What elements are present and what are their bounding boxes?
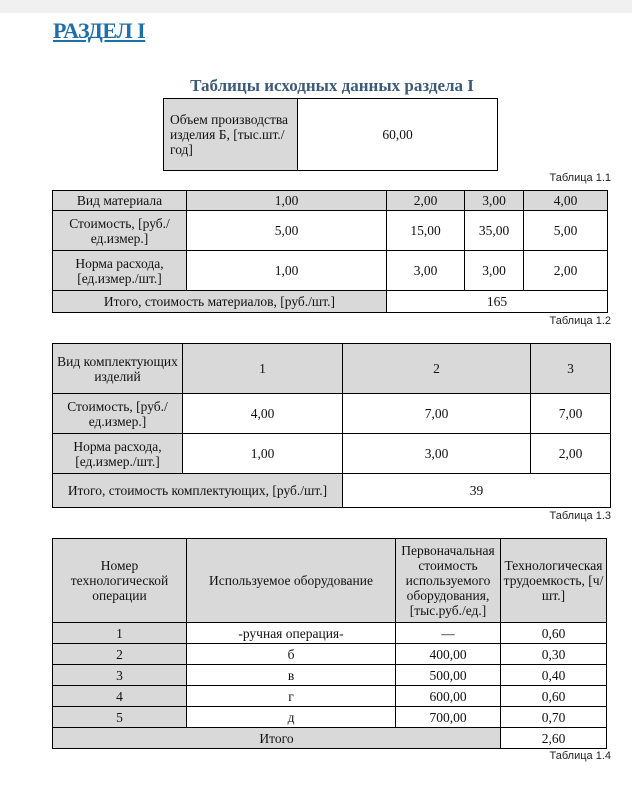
cell: 400,00	[396, 644, 501, 665]
cell: 0,70	[501, 707, 607, 728]
cell: 0,60	[501, 686, 607, 707]
production-volume-value: 60,00	[298, 99, 498, 171]
row-label: Стоимость, [руб./ед.измер.]	[53, 211, 187, 251]
cell: б	[187, 644, 396, 665]
table-total-row	[53, 728, 607, 749]
cell: 5,00	[187, 211, 387, 251]
cell: 3,00	[465, 251, 524, 291]
column-header: Используемое оборудование	[187, 539, 396, 623]
cell: 1	[183, 344, 343, 394]
cell: 35,00	[465, 211, 524, 251]
table-1-3	[52, 343, 611, 508]
cell: 3,00	[387, 251, 465, 291]
total-label: Итого, стоимость материалов, [руб./шт.]	[53, 291, 387, 313]
cell: 0,60	[501, 623, 607, 644]
cell: 3	[53, 665, 187, 686]
cell: г	[187, 686, 396, 707]
table-row	[53, 344, 611, 394]
row-label: Норма расхода, [ед.измер./шт.]	[53, 434, 183, 474]
table-row	[53, 434, 611, 474]
row-label: Норма расхода, [ед.измер./шт.]	[53, 251, 187, 291]
section-title: РАЗДЕЛ I	[53, 18, 146, 43]
total-label: Итого, стоимость комплектующих, [руб./шт.]	[53, 474, 343, 508]
table-row	[53, 623, 607, 644]
table-row	[53, 191, 608, 211]
table-row	[53, 394, 611, 434]
tables-subtitle: Таблицы исходных данных раздела I	[190, 76, 474, 95]
cell: 7,00	[343, 394, 531, 434]
table-row	[164, 99, 498, 171]
production-volume-label: Объем производства изделия Б, [тыс.шт./год]	[164, 99, 298, 171]
cell: 2,00	[524, 251, 608, 291]
cell: 4,00	[524, 191, 608, 211]
total-value: 2,60	[501, 728, 607, 749]
table-row	[53, 707, 607, 728]
table-header-row	[53, 539, 607, 623]
row-label: Стоимость, [руб./ед.измер.]	[53, 394, 183, 434]
column-header: Технологическая трудоемкость, [ч/шт.]	[501, 539, 607, 623]
cell: 5	[53, 707, 187, 728]
cell: 600,00	[396, 686, 501, 707]
cell: 3,00	[343, 434, 531, 474]
table-1-4	[52, 538, 607, 749]
table-total-row	[53, 291, 608, 313]
cell: 3,00	[465, 191, 524, 211]
cell: в	[187, 665, 396, 686]
total-value: 39	[343, 474, 611, 508]
cell: 2	[53, 644, 187, 665]
cell: 15,00	[387, 211, 465, 251]
table-caption: Таблица 1.3	[549, 510, 611, 522]
table-row	[53, 251, 608, 291]
cell: 0,30	[501, 644, 607, 665]
cell: 0,40	[501, 665, 607, 686]
table-row	[53, 211, 608, 251]
table-row	[53, 686, 607, 707]
cell: 2,00	[531, 434, 611, 474]
table-caption: Таблица 1.2	[549, 315, 611, 327]
cell: 700,00	[396, 707, 501, 728]
cell: 2,00	[387, 191, 465, 211]
cell: 7,00	[531, 394, 611, 434]
table-row	[53, 644, 607, 665]
column-header: Номер технологической операции	[53, 539, 187, 623]
total-label: Итого	[53, 728, 501, 749]
cell: 1	[53, 623, 187, 644]
cell: д	[187, 707, 396, 728]
table-caption: Таблица 1.1	[549, 172, 611, 184]
cell: 1,00	[187, 251, 387, 291]
column-header: Первоначальная стоимость используемого оборудования, [тыс.руб./ед.]	[396, 539, 501, 623]
table-1-1	[163, 98, 498, 171]
table-1-2	[52, 190, 608, 313]
row-label: Вид материала	[53, 191, 187, 211]
cell: 5,00	[524, 211, 608, 251]
cell: 1,00	[183, 434, 343, 474]
cell: 4	[53, 686, 187, 707]
cell: 1,00	[187, 191, 387, 211]
cell: -ручная операция-	[187, 623, 396, 644]
cell: 4,00	[183, 394, 343, 434]
cell: 3	[531, 344, 611, 394]
cell: —	[396, 623, 501, 644]
top-bar	[0, 0, 632, 13]
table-caption: Таблица 1.4	[549, 750, 611, 762]
cell: 2	[343, 344, 531, 394]
table-row	[53, 665, 607, 686]
table-total-row	[53, 474, 611, 508]
total-value: 165	[387, 291, 608, 313]
row-label: Вид комплектующих изделий	[53, 344, 183, 394]
cell: 500,00	[396, 665, 501, 686]
